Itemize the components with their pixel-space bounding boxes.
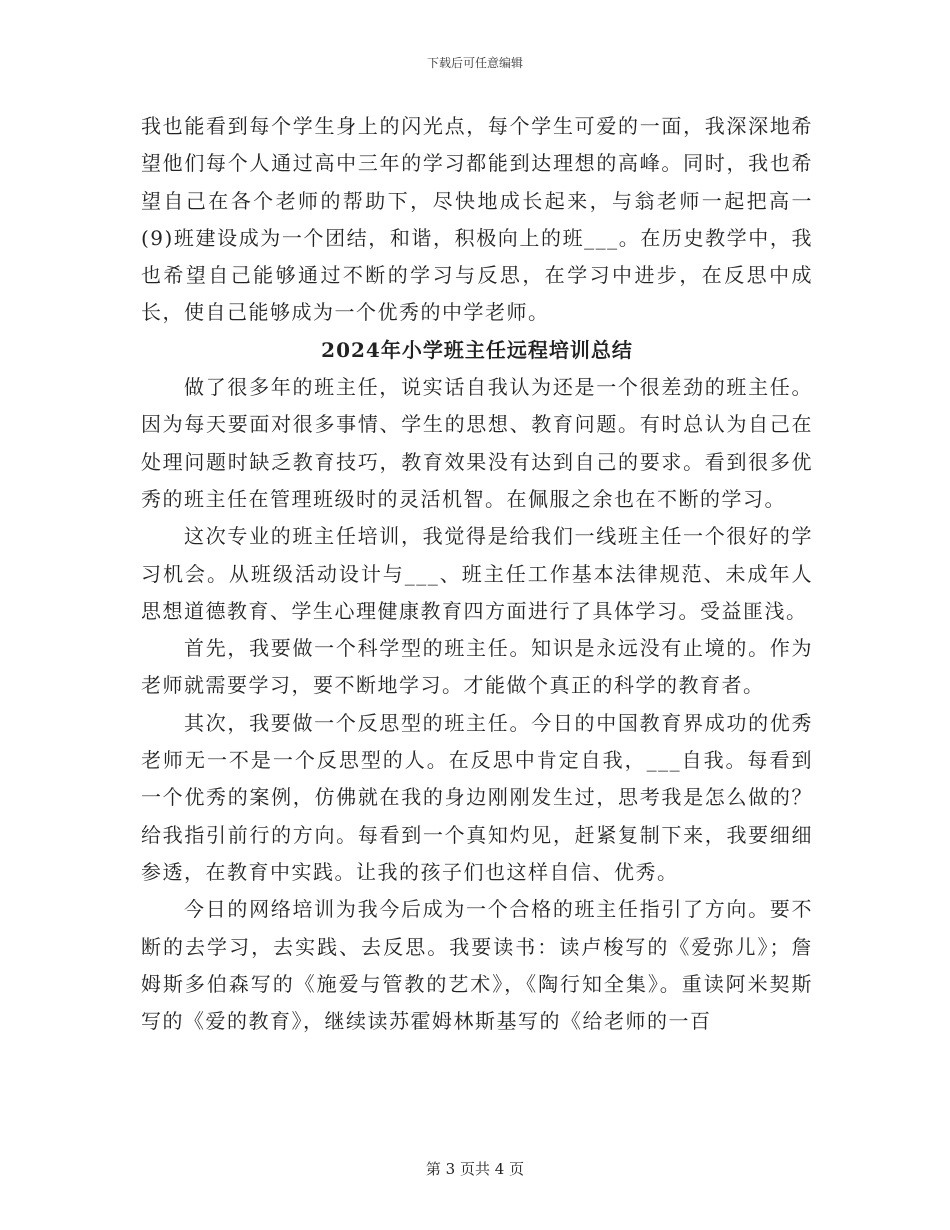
document-body — [141, 108, 813, 1040]
document-title: 2024年小学班主任远程培训总结 — [321, 337, 633, 362]
body-paragraph: 首先，我要做一个科学型的班主任。知识是永远没有止境的。作为老师就需要学习，要不断地学习。才能做个真正的科学的教育者。 — [141, 636, 813, 698]
body-paragraph: 其次，我要做一个反思型的班主任。今日的中国教育界成功的优秀老师无一不是一个反思型的人。在反思中肯定自我，___自我。每看到一个优秀的案例，仿佛就在我的身边刚刚发生过，思考我是怎么做的？给我指引前行的方向。每看到一个真知灼见，赶紧复制下来，我要细细参透，在教育中实践。让我的孩子们也这样自信、优秀。 — [141, 710, 813, 884]
intro-paragraph: 我也能看到每个学生身上的闪光点，每个学生可爱的一面，我深深地希望他们每个人通过高中三年的学习都能到达理想的高峰。同时，我也希望自己在各个老师的帮助下，尽快地成长起来，与翁老师一起把高一(9)班建设成为一个团结，和谐，积极向上的班___。在历史教学中，我也希望自己能够通过不断的学习与反思，在学习中进步，在反思中成长，使自己能够成为一个优秀的中学老师。 — [141, 114, 813, 325]
page-header: 下载后可任意编辑 — [426, 56, 523, 70]
body-paragraph: 做了很多年的班主任，说实话自我认为还是一个很差劲的班主任。因为每天要面对很多事情、学生的思想、教育问题。有时总认为自己在处理问题时缺乏教育技巧，教育效果没有达到自己的要求。看到很多优秀的班主任在管理班级时的灵活机智。在佩服之余也在不断的学习。 — [141, 375, 813, 511]
page-footer: 第 3 页共 4 页 — [425, 1160, 525, 1178]
body-paragraph: 这次专业的班主任培训，我觉得是给我们一线班主任一个很好的学习机会。从班级活动设计与___、班主任工作基本法律规范、未成年人思想道德教育、学生心理健康教育四方面进行了具体学习。受益匪浅。 — [141, 524, 813, 623]
body-paragraph: 今日的网络培训为我今后成为一个合格的班主任指引了方向。要不断的去学习，去实践、去反思。我要读书：读卢梭写的《爱弥儿》；詹姆斯多伯森写的《施爱与管教的艺术》，《陶行知全集》。重读阿米契斯写的《爱的教育》，继续读苏霍姆林斯基写的《给老师的一百 — [141, 897, 813, 1034]
